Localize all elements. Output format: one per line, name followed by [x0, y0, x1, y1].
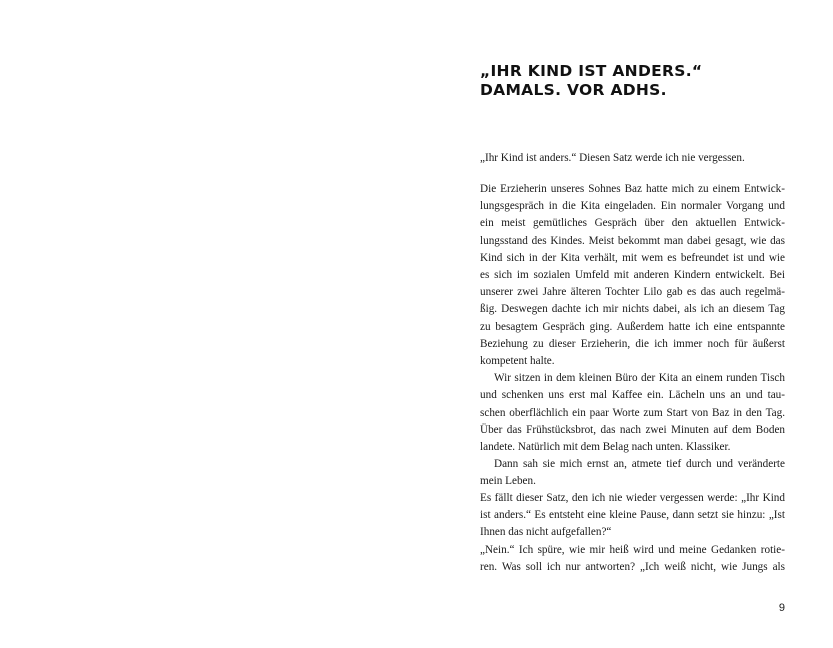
- text-line: Kind sich in der Kita verhält, mit wem es befreundet ist und wie: [480, 251, 785, 264]
- text-line: Über das Frühstücksbrot, das nach zwei Minuten auf dem Boden: [480, 423, 785, 436]
- text-line: Beziehung zu dieser Erzieherin, die ich immer noch für äußerst: [480, 337, 785, 350]
- paragraph: [480, 370, 785, 456]
- right-page: [416, 0, 833, 648]
- text-line: Ihnen das nicht aufgefallen?“: [480, 526, 612, 539]
- text-line: Es fällt dieser Satz, den ich nie wieder vergessen werde: „Ihr Kind: [480, 492, 785, 504]
- body-text-section: [480, 181, 785, 491]
- left-page-blank: [0, 0, 416, 648]
- intro-paragraph: [480, 150, 785, 167]
- dialogue-section: [480, 490, 785, 576]
- paragraph: [480, 490, 785, 542]
- paragraph: [480, 456, 785, 490]
- text-line: schen oberflächlich ein paar Worte zum Start von Baz in den Tag.: [480, 406, 785, 419]
- chapter-title-line: DAMALS. VOR ADHS.: [480, 81, 667, 99]
- text-line: es sich im sozialen Umfeld mit anderen Kindern entwickelt. Bei: [480, 269, 785, 282]
- chapter-title-line: „IHR KIND IST ANDERS.“: [480, 62, 703, 80]
- paragraph: [480, 150, 785, 167]
- text-line: ist anders.“ Es entsteht eine kleine Pause, dann setzt sie hinzu: „Ist: [480, 509, 785, 522]
- chapter-title: [480, 62, 800, 100]
- text-line: Dann sah sie mich ernst an, atmete tief durch und veränderte: [494, 458, 785, 471]
- text-line: „Nein.“ Ich spüre, wie mir heiß wird und meine Gedanken rotie-: [480, 543, 785, 556]
- page-number: 9: [778, 602, 785, 614]
- text-line: zu besagtem Gespräch ging. Außerdem hatte ich eine entspannte: [480, 320, 785, 333]
- text-line: „Ihr Kind ist anders.“ Diesen Satz werde ich nie vergessen.: [480, 152, 745, 164]
- text-line: kompetent halte.: [480, 355, 555, 368]
- text-line: unserer zwei Jahre älteren Tochter Lilo gab es das auch regelmä-: [480, 286, 785, 299]
- text-line: Wir sitzen in dem kleinen Büro der Kita an einem runden Tisch: [494, 372, 785, 385]
- text-line: lungsstand des Kindes. Meist bekommt man dabei gesagt, wie das: [480, 234, 785, 247]
- text-line: mein Leben.: [480, 475, 536, 488]
- text-line: landete. Natürlich mit dem Belag nach unten. Klassiker.: [480, 441, 731, 454]
- text-line: lungsgespräch in die Kita eingeladen. Ein normaler Vorgang und: [480, 200, 785, 213]
- text-line: und schenken uns erst mal Kaffee ein. Lächeln uns an und tau-: [480, 389, 785, 402]
- text-line: ren. Was soll ich nur antworten? „Ich weiß nicht, wie Jungs als: [480, 560, 785, 573]
- text-line: ein meist gemütliches Gespräch über den aktuellen Entwick-: [480, 217, 785, 230]
- paragraph: [480, 542, 785, 576]
- text-line: Die Erzieherin unseres Sohnes Baz hatte mich zu einem Entwick-: [480, 183, 785, 195]
- paragraph: [480, 181, 785, 370]
- text-line: ßig. Deswegen dachte ich mir nichts dabei, als ich an diesem Tag: [480, 303, 785, 316]
